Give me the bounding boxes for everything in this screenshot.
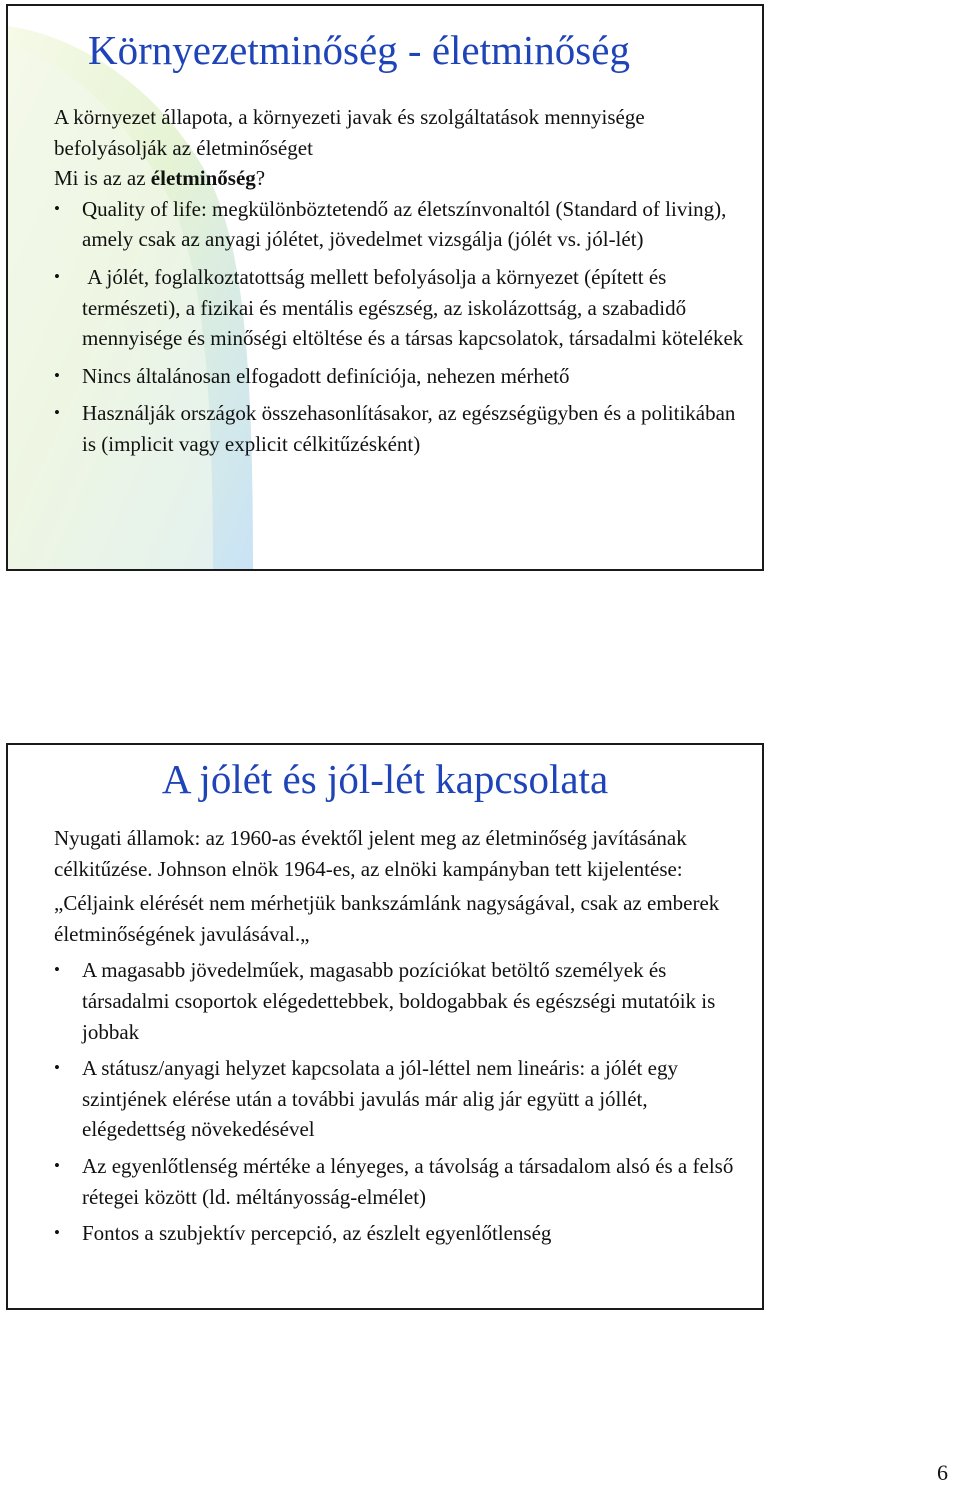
bullet-dot: • — [54, 1155, 60, 1175]
slide-2-body — [54, 823, 754, 1249]
bullet-dot: • — [54, 365, 60, 385]
bullet-dot: • — [54, 1223, 60, 1243]
bullet-dot: • — [54, 1058, 60, 1078]
slide-1-bullet — [54, 361, 754, 392]
bullet-dot: • — [54, 266, 60, 286]
slide-2-bullet — [54, 1151, 754, 1212]
bullet-text: Használják országok összehasonlításakor, az egészségügyben és a politikában is (implicit vagy explicit célkitűzésként) — [82, 401, 736, 456]
slide-1-bullet — [54, 194, 754, 255]
slide-1-intro: A környezet állapota, a környezeti javak és szolgáltatások mennyisége befolyásolják az életminőséget — [54, 105, 645, 160]
slide-2-bullet — [54, 1218, 754, 1249]
slide-2-title: A jólét és jól-lét kapcsolata — [161, 756, 609, 802]
slide-1-bullet — [54, 398, 754, 459]
slide-2-bullet — [54, 955, 754, 1047]
bullet-text: A jólét, foglalkoztatottság mellett befolyásolja a környezet (épített és természeti), a fizikai és mentális egészség, az iskolázottság, a szabadidő mennyisége és minőségi eltöltése és a társas kapcsolatok, társadalmi kötelékek — [82, 264, 744, 351]
slide-2 — [6, 743, 764, 1310]
slide-1-bullet — [54, 262, 754, 354]
bullet-dot: • — [54, 960, 60, 980]
question-keyword: életminőség — [150, 166, 256, 191]
bullet-text: A magasabb jövedelműek, magasabb pozíciókat betöltő személyek és társadalmi csoportok elégedettebbek, boldogabbak és egészségi mutatóik is jobbak — [82, 958, 716, 1044]
slide-1 — [6, 4, 764, 571]
slide-2-intro: Nyugati államok: az 1960-as évektől jelent meg az életminőség javításának célkitűzése. Johnson elnök 1964-es, az elnöki kampányban tett kijelentése: — [54, 826, 687, 881]
question-prefix: Mi is az az — [54, 166, 151, 191]
slide-1-body — [54, 102, 754, 460]
bullet-text: Quality of life: megkülönböztetendő az életszínvonaltól (Standard of living), amely csak az anyagi jólétet, jövedelmet vizsgálja (jólét vs. jól-lét) — [82, 196, 727, 252]
page-number: 6 — [937, 1460, 948, 1485]
slide-1-title: Környezetminőség - életminőség — [88, 27, 630, 73]
bullet-text: A státusz/anyagi helyzet kapcsolata a jól-léttel nem lineáris: a jólét egy szintjének elérése után a további javulás már alig jár együtt a jóllét, elégedettség növekedésével — [82, 1056, 678, 1142]
slide-2-quote: „Céljaink elérését nem mérhetjük bankszámlánk nagyságával, csak az emberek életminőségének javulásával.„ — [54, 891, 720, 946]
slide-2-bullet — [54, 1053, 754, 1145]
bullet-text: Nincs általánosan elfogadott definíciója, nehezen mérhető — [82, 363, 570, 388]
question-suffix: ? — [255, 166, 266, 191]
bullet-text: Az egyenlőtlenség mértéke a lényeges, a távolság a társadalom alsó és a felső rétegei között (ld. méltányosság-elmélet) — [82, 1153, 734, 1209]
slide-1-question — [54, 163, 754, 194]
bullet-dot: • — [54, 198, 60, 218]
bullet-text: Fontos a szubjektív percepció, az észlelt egyenlőtlenség — [82, 1221, 552, 1246]
bullet-dot: • — [54, 403, 60, 423]
